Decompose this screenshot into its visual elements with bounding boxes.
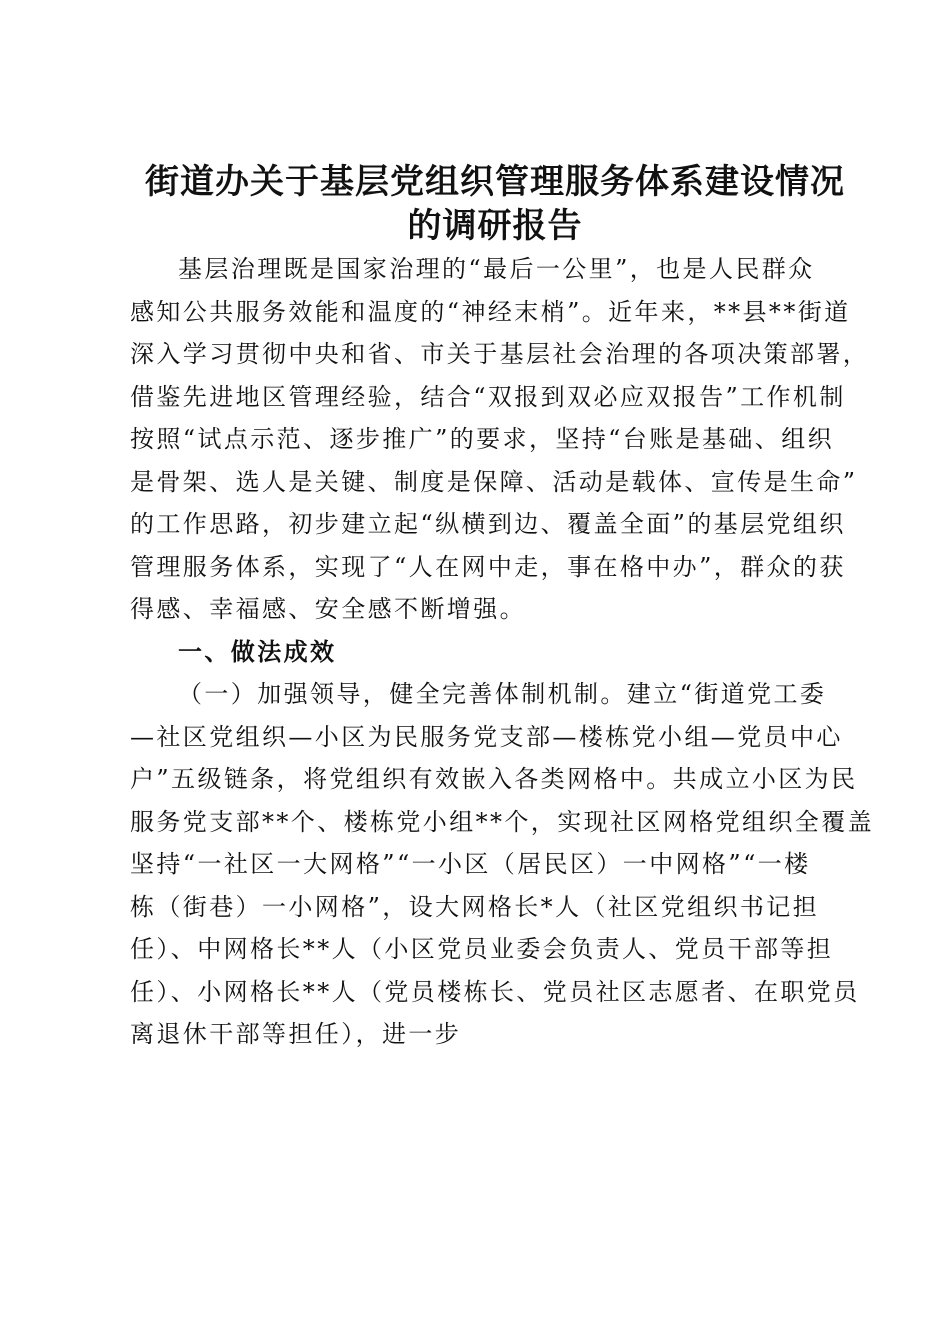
text-line: 是骨架、选人是关键、制度是保障、活动是载体、宣传是生命” <box>130 467 858 496</box>
text-line: 借鉴先进地区管理经验，结合“双报到双必应双报告”工作机制 <box>130 382 846 411</box>
text-line: 得感、幸福感、安全感不断增强。 <box>130 595 526 623</box>
text-line: 基层治理既是国家治理的“最后一公里”，也是人民群众 <box>178 255 815 283</box>
text-line: 坚持“一社区一大网格”“一小区（居民区）一中网格”“一楼 <box>130 850 811 878</box>
text-line: 深入学习贯彻中央和省、市关于基层社会治理的各项决策部署， <box>130 340 870 368</box>
text-line: 感知公共服务效能和温度的“神经末梢”。近年来，**县**街道 <box>130 297 851 326</box>
document-title <box>130 160 860 248</box>
text-line: 任）、小网格长**人（党员楼栋长、党员社区志愿者、在职党员 <box>130 977 860 1006</box>
intro-paragraph <box>130 248 870 631</box>
text-line: 离退休干部等担任），进一步 <box>130 1020 462 1048</box>
title-line: 街道办关于基层党组织管理服务体系建设情况 <box>145 162 845 202</box>
section-heading: 一、做法成效 <box>178 637 337 666</box>
text-line: 管理服务体系，实现了“人在网中走，事在格中办”，群众的获 <box>130 552 846 581</box>
text-line: 按照“试点示范、逐步推广”的要求，坚持“台账是基础、组织 <box>130 425 835 453</box>
text-line: —社区党组织—小区为民服务党支部—楼栋党小组—党员中心 <box>130 722 843 751</box>
document-page <box>130 160 874 1056</box>
text-line: 任）、中网格长**人（小区党员业委会负责人、党员干部等担 <box>130 935 834 963</box>
text-line: 户”五级链条，将党组织有效嵌入各类网格中。共成立小区为民 <box>130 765 858 793</box>
title-line: 的调研报告 <box>407 206 583 246</box>
section-paragraph <box>130 673 874 1056</box>
text-line: 服务党支部**个、楼栋党小组**个，实现社区网格党组织全覆盖 <box>130 807 874 836</box>
text-line: 栋（街巷）一小网格”，设大网格长*人（社区党组织书记担 <box>130 892 820 921</box>
text-line: 的工作思路，初步建立起“纵横到边、覆盖全面”的基层党组织 <box>130 510 846 538</box>
text-line: （一）加强领导，健全完善体制机制。建立“街道党工委 <box>178 680 827 708</box>
